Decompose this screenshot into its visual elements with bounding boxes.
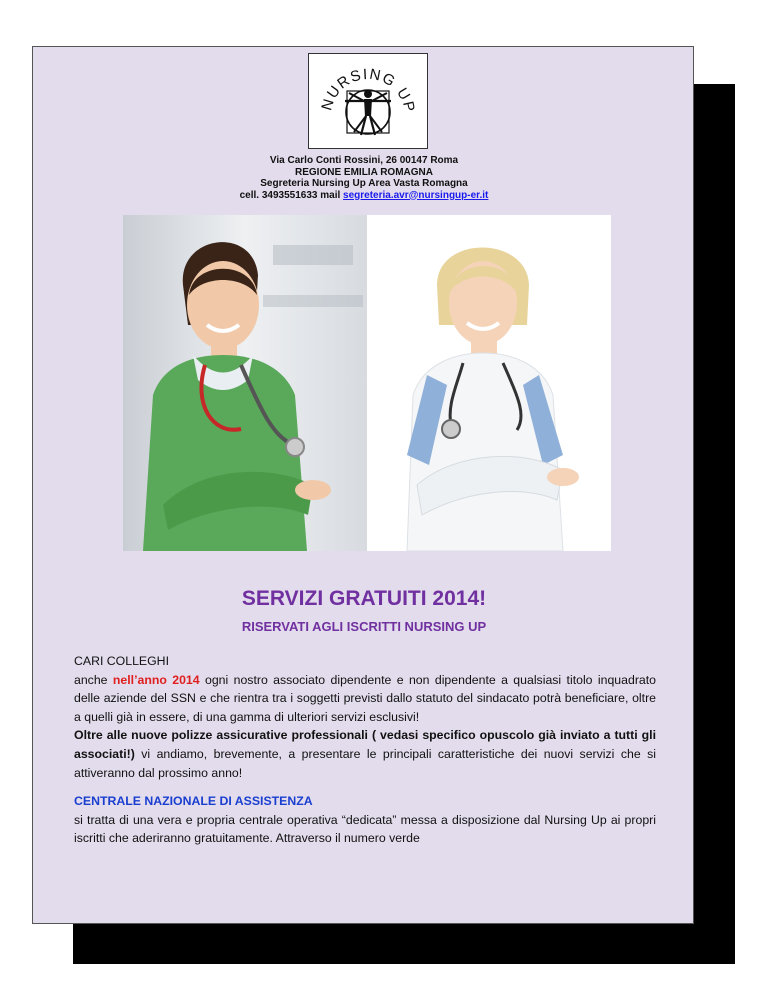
nurse-white-uniform-image <box>367 215 611 551</box>
intro-start: anche <box>74 672 113 687</box>
secretariat-line: Segreteria Nursing Up Area Vasta Romagna <box>260 178 468 189</box>
services-paragraph <box>74 726 656 782</box>
letterhead <box>33 155 695 201</box>
page-subtitle: RISERVATI AGLI ISCRITTI NURSING UP <box>241 619 487 634</box>
nursing-up-logo <box>308 53 428 149</box>
section-text: si tratta di una vera e propria centrale operativa “dedicata” messa a disposizione dal Nursing Up ai propri iscritti che aderiranno gratuitamente. Attraverso il numero verde <box>74 812 656 846</box>
contact-line <box>33 190 695 202</box>
page-title: SERVIZI GRATUITI 2014! <box>241 587 487 610</box>
email-link[interactable]: segreteria.avr@nursingup-er.it <box>343 189 489 201</box>
services-rest: vi andiamo, brevemente, a presentare le principali caratteristiche dei nuovi servizi che si attiveranno dal prossimo anno! <box>74 746 656 780</box>
intro-paragraph <box>74 671 656 727</box>
region-line: REGIONE EMILIA ROMAGNA <box>295 166 433 178</box>
flyer-page <box>32 46 694 924</box>
greeting: CARI COLLEGHI <box>74 654 169 668</box>
insurance-note: Oltre alle nuove polizze assicurative professionali ( vedasi specifico opuscolo già inviato a tutti gli associati!) <box>74 728 656 761</box>
year-highlight: nell’anno 2014 <box>112 672 200 687</box>
contact-phone: cell. 3493551633 mail <box>239 189 341 201</box>
section-title: CENTRALE NAZIONALE DI ASSISTENZA <box>74 794 313 809</box>
letter-body <box>74 652 656 848</box>
logo-text: NURSING UP <box>318 65 419 115</box>
address-line: Via Carlo Conti Rossini, 26 00147 Roma <box>269 155 459 166</box>
nurse-green-scrubs-image <box>123 215 367 551</box>
intro-rest: ogni nostro associato dipendente e non dipendente a qualsiasi titolo inquadrato delle aziende del SSN e che rientra tra i soggetti previsti dallo statuto del sindacato potrà beneficiare, oltre a quelli già in essere, di una gamma di ulteriori servizi esclusivi! <box>74 672 657 724</box>
nurses-photo <box>123 215 611 551</box>
